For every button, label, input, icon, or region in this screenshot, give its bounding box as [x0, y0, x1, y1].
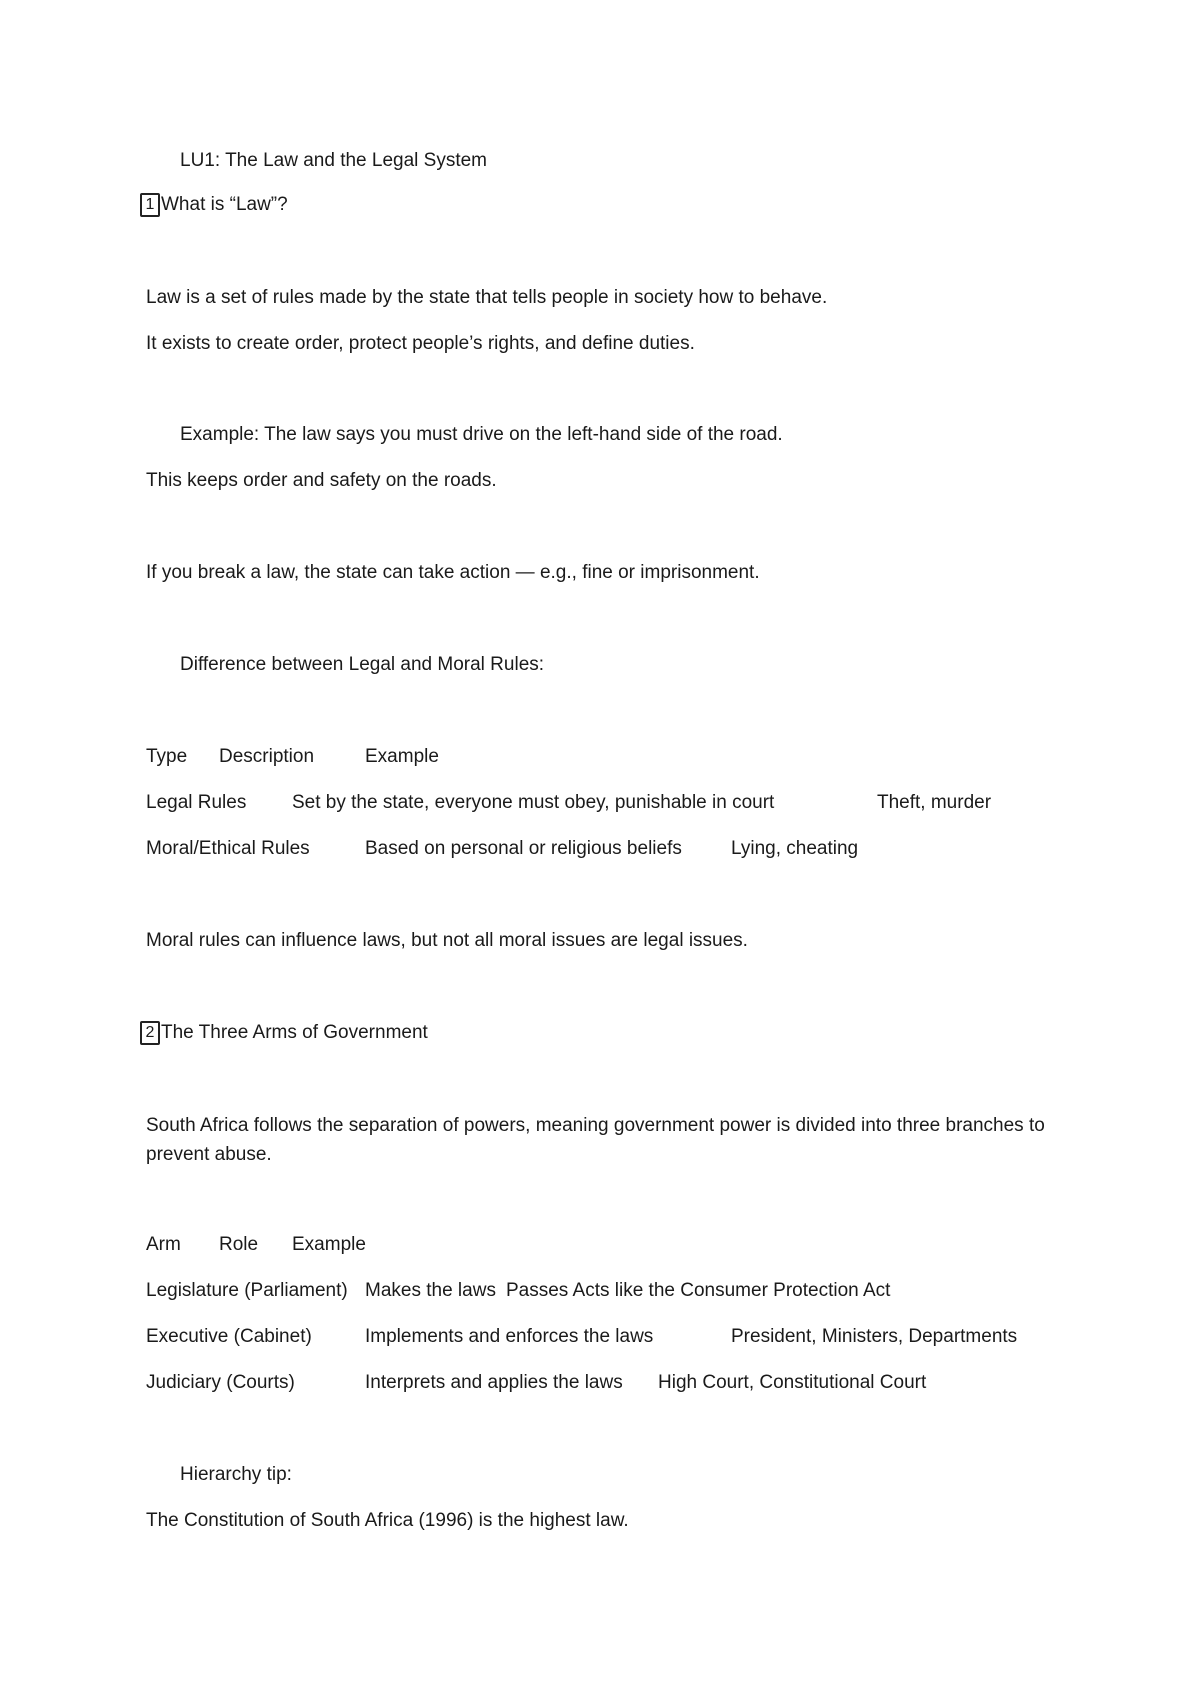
moral-rules-note: Moral rules can influence laws, but not all moral issues are legal issues.: [146, 930, 748, 951]
table-header-example: Example: [292, 1234, 366, 1255]
section-2-number-badge: 2: [140, 1021, 160, 1045]
section-2-heading-text: The Three Arms of Government: [161, 1022, 428, 1043]
table-cell-arm: Legislature (Parliament): [146, 1280, 348, 1301]
table-header-example: Example: [365, 746, 439, 767]
table-cell-role: Makes the laws: [365, 1280, 496, 1301]
section-1-number-badge: 1: [140, 193, 160, 217]
table-cell-role: Interprets and applies the laws: [365, 1372, 623, 1393]
table-cell-arm: Executive (Cabinet): [146, 1326, 312, 1347]
section-1-heading-text: What is “Law”?: [161, 194, 288, 215]
law-definition-paragraph: Law is a set of rules made by the state that tells people in society how to behave.: [146, 287, 828, 308]
law-example-line: Example: The law says you must drive on the left-hand side of the road.: [180, 424, 783, 445]
table-header-description: Description: [219, 746, 315, 767]
table-cell-example: Lying, cheating: [731, 838, 859, 859]
table-cell-example: Passes Acts like the Consumer Protection Act: [506, 1280, 891, 1301]
law-example-note: This keeps order and safety on the roads.: [146, 470, 497, 491]
table-cell-arm: Judiciary (Courts): [146, 1372, 295, 1393]
table-header-arm: Arm: [146, 1234, 181, 1255]
difference-heading: Difference between Legal and Moral Rules:: [180, 654, 545, 675]
document-title: LU1: The Law and the Legal System: [180, 150, 488, 171]
law-purpose-paragraph: It exists to create order, protect people’s rights, and define duties.: [146, 333, 695, 354]
hierarchy-tip-heading: Hierarchy tip:: [180, 1464, 292, 1485]
table-header-role: Role: [219, 1234, 259, 1255]
table-cell-example: President, Ministers, Departments: [731, 1326, 1018, 1347]
table-cell-example: Theft, murder: [877, 792, 992, 813]
table-cell-type: Legal Rules: [146, 792, 247, 813]
table-cell-description: Based on personal or religious beliefs: [365, 838, 682, 859]
table-cell-description: Set by the state, everyone must obey, punishable in court: [292, 792, 775, 813]
section-2-heading: [140, 1020, 428, 1047]
table-cell-example: High Court, Constitutional Court: [658, 1372, 927, 1393]
breaking-law-line: If you break a law, the state can take action — e.g., fine or imprisonment.: [146, 562, 760, 583]
table-cell-role: Implements and enforces the laws: [365, 1326, 654, 1347]
table-cell-type: Moral/Ethical Rules: [146, 838, 310, 859]
separation-of-powers-paragraph: South Africa follows the separation of powers, meaning government power is divided into three branches to prevent abuse.: [146, 1115, 1045, 1165]
hierarchy-tip-text: The Constitution of South Africa (1996) is the highest law.: [146, 1510, 629, 1531]
section-1-heading: [140, 192, 288, 219]
table-header-type: Type: [146, 746, 188, 767]
